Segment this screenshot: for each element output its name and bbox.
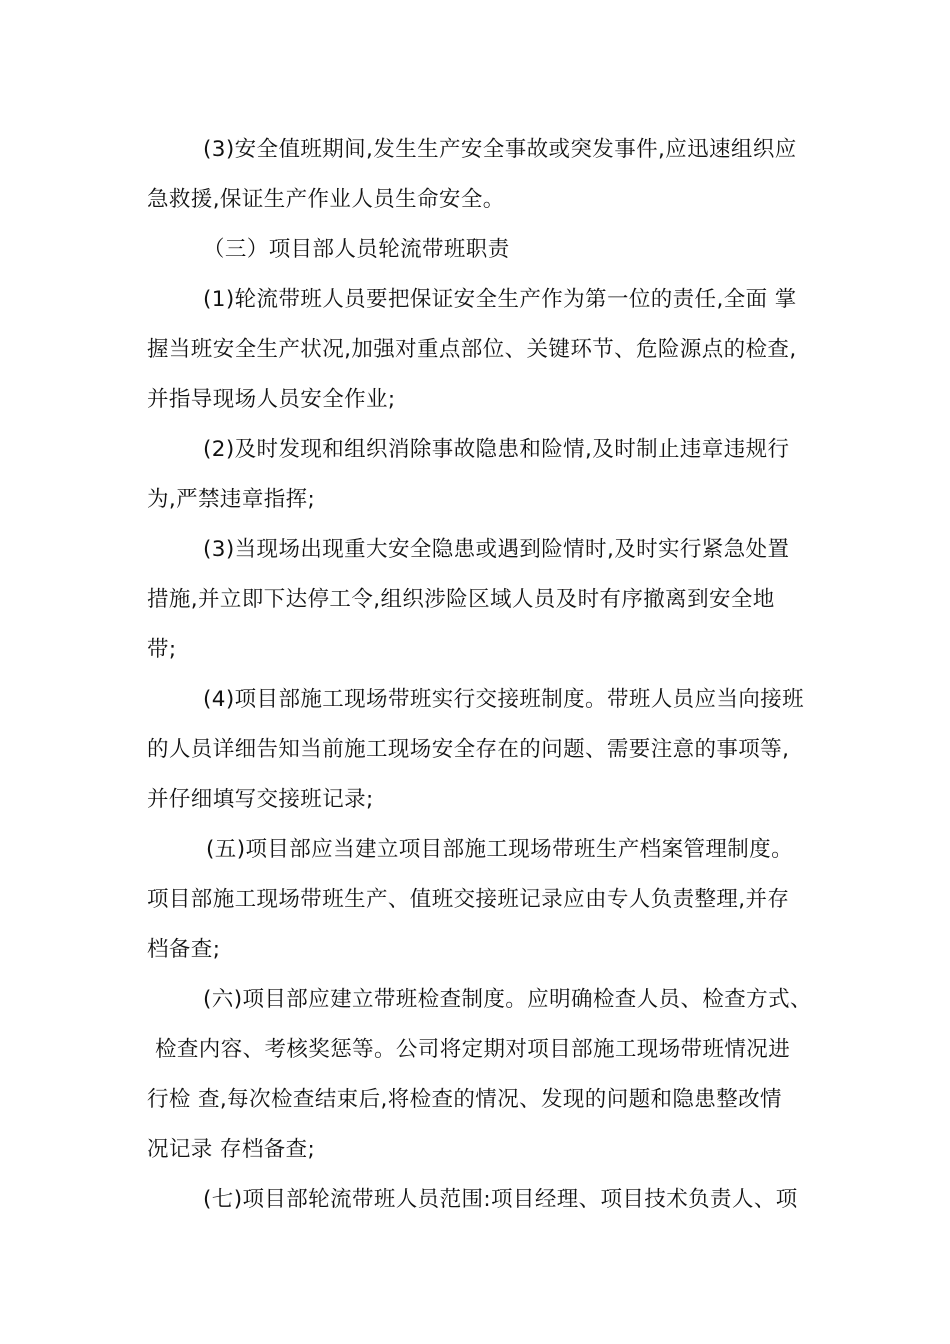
paragraph-3-line-3: 并指导现场人员安全作业; xyxy=(147,387,396,412)
paragraph-5-line-2: 措施,并立即下达停工令,组织涉险区域人员及时有序撤离到安全地 xyxy=(147,587,775,612)
paragraph-1-line-2: 急救援,保证生产作业人员生命安全。 xyxy=(147,187,505,212)
paragraph-5-line-1: (3)当现场出现重大安全隐患或遇到险情时,及时实行紧急处置 xyxy=(203,537,790,562)
paragraph-8-line-2: 检查内容、考核奖惩等。公司将定期对项目部施工现场带班情况进 xyxy=(155,1037,791,1062)
paragraph-6-line-2: 的人员详细告知当前施工现场安全存在的问题、需要注意的事项等, xyxy=(147,737,790,762)
paragraph-1-line-1: (3)安全值班期间,发生生产安全事故或突发事件,应迅速组织应 xyxy=(203,137,797,162)
paragraph-4-line-2: 为,严禁违章指挥; xyxy=(147,487,316,512)
paragraph-7-line-2: 项目部施工现场带班生产、值班交接班记录应由专人负责整理,并存 xyxy=(147,887,790,912)
paragraph-8-line-1: (六)项目部应建立带班检查制度。应明确检查人员、检查方式、 xyxy=(203,987,812,1012)
paragraph-7-line-3: 档备查; xyxy=(147,937,221,962)
paragraph-5-line-3: 带; xyxy=(147,637,177,662)
paragraph-8-line-3: 行检 查,每次检查结束后,将检查的情况、发现的问题和隐患整改情 xyxy=(147,1087,782,1112)
paragraph-3-line-2: 握当班安全生产状况,加强对重点部位、关键环节、危险源点的检查, xyxy=(147,337,797,362)
paragraph-6-line-1: (4)项目部施工现场带班实行交接班制度。带班人员应当向接班 xyxy=(203,687,805,712)
paragraph-7-line-1: (五)项目部应当建立项目部施工现场带班生产档案管理制度。 xyxy=(206,837,793,862)
section-heading-3: （三）项目部人员轮流带班职责 xyxy=(203,237,510,262)
paragraph-6-line-3: 并仔细填写交接班记录; xyxy=(147,787,374,812)
paragraph-4-line-1: (2)及时发现和组织消除事故隐患和险情,及时制止违章违规行 xyxy=(203,437,790,462)
paragraph-3-line-1: (1)轮流带班人员要把保证安全生产作为第一位的责任,全面 掌 xyxy=(203,287,797,312)
paragraph-9-line-1: (七)项目部轮流带班人员范围:项目经理、项目技术负责人、项 xyxy=(203,1187,798,1212)
paragraph-8-line-4: 况记录 存档备查; xyxy=(147,1137,316,1162)
